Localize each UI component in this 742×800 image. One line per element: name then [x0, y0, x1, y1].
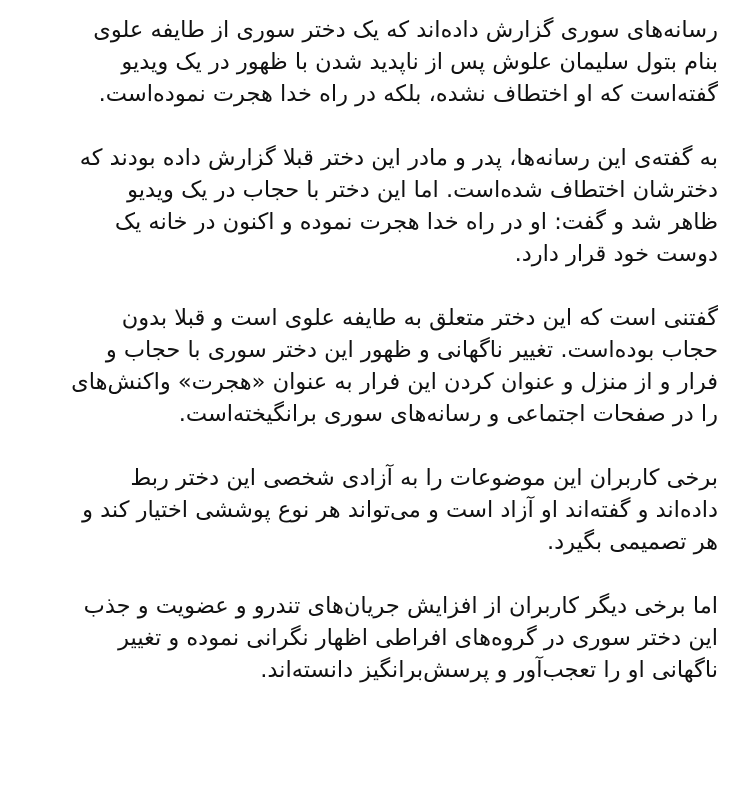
- text-line: هر تصمیمی بگیرد.: [547, 529, 718, 555]
- text-line: دخترشان اختطاف شده‌است. اما این دختر با حجاب در یک ویدیو: [127, 177, 718, 203]
- paragraph-2: [60, 142, 718, 270]
- text-line: گفتنی است که این دختر متعلق به طایفه علوی است و قبلا بدون: [121, 305, 718, 331]
- text-line: اما برخی دیگر کاربران از افزایش جریان‌های تندرو و عضویت و جذب: [83, 593, 718, 619]
- text-line: به گفته‌ی این رسانه‌ها، پدر و مادر این دختر قبلا گزارش داده بودند که: [79, 145, 718, 171]
- paragraph-3: [60, 302, 718, 430]
- text-line: رسانه‌های سوری گزارش داده‌اند که یک دختر سوری از طایفه علوی: [93, 17, 718, 43]
- text-line: ناگهانی او را تعجب‌آور و پرسش‌برانگیز دانسته‌اند.: [260, 657, 718, 683]
- text-line: این دختر سوری در گروه‌های افراطی اظهار نگرانی نموده و تغییر: [118, 625, 718, 651]
- text-line: ظاهر شد و گفت: او در راه خدا هجرت نموده و اکنون در خانه یک: [114, 209, 718, 235]
- text-line: داده‌اند و گفته‌اند او آزاد است و می‌تواند هر نوع پوششی اختیار کند و: [82, 497, 718, 523]
- text-line: بنام بتول سلیمان علوش پس از ناپدید شدن با ظهور در یک ویدیو: [121, 49, 718, 75]
- text-line: را در صفحات اجتماعی و رسانه‌های سوری برانگیخته‌است.: [178, 401, 718, 427]
- text-line: حجاب بوده‌است. تغییر ناگهانی و ظهور این دختر سوری با حجاب و: [105, 337, 718, 363]
- paragraph-4: [60, 462, 718, 558]
- paragraph-1: [60, 14, 718, 110]
- text-line: برخی کاربران این موضوعات را به آزادی شخصی این دختر ربط: [130, 465, 718, 491]
- text-line: فرار و از منزل و عنوان کردن این فرار به عنوان «هجرت» واکنش‌های: [71, 369, 718, 395]
- text-line: دوست خود قرار دارد.: [514, 241, 718, 267]
- text-line: گفته‌است که او اختطاف نشده، بلکه در راه خدا هجرت نموده‌است.: [98, 81, 718, 107]
- paragraph-5: [60, 590, 718, 686]
